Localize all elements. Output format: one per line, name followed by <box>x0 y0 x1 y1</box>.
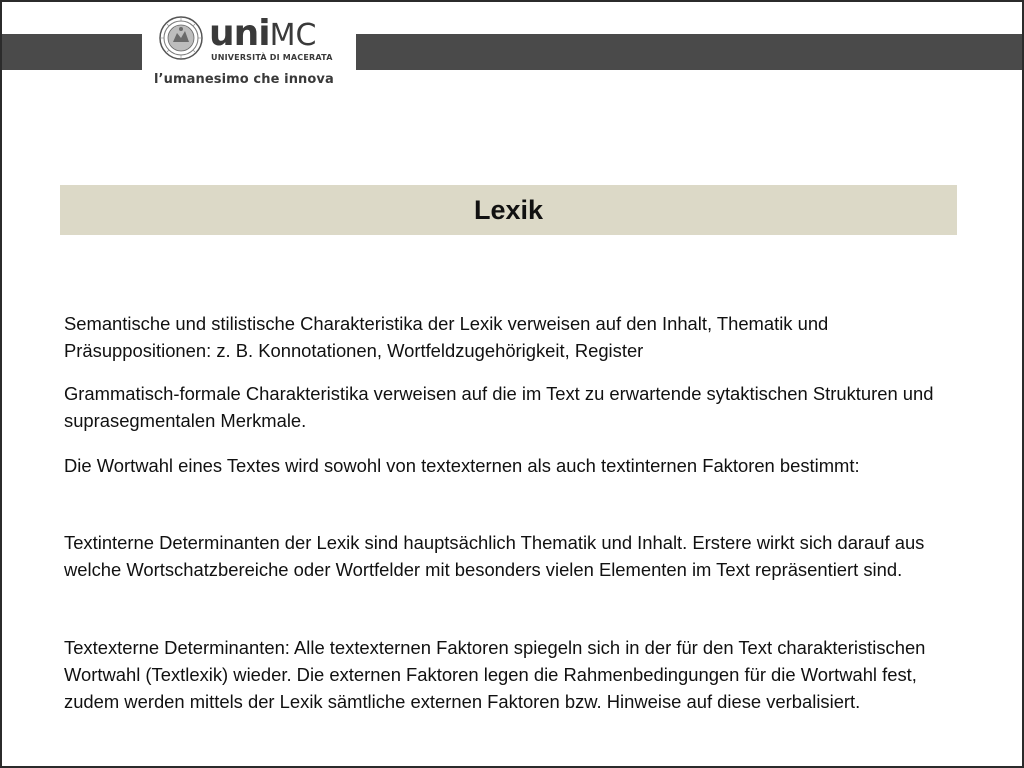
logo-wordmark <box>209 13 317 54</box>
slide-title: Lexik <box>473 194 544 225</box>
paragraph-3-block <box>64 452 959 479</box>
header-band-left <box>2 34 142 70</box>
logo-text-light: MC <box>269 18 317 53</box>
paragraph-grammatical: Grammatisch-formale Charakteristika verweisen auf die im Text zu erwartende sytaktischen Strukturen und suprasegmentalen Merkmale. <box>64 383 934 431</box>
logo-subtitle: UNIVERSITÀ DI MACERATA <box>211 53 333 62</box>
paragraph-2-block <box>64 380 959 434</box>
university-logo <box>147 10 352 72</box>
logo-text-bold: uni <box>209 13 270 54</box>
university-seal-icon <box>159 16 203 60</box>
paragraph-text-external: Textexterne Determinanten: Alle textexternen Faktoren spiegeln sich in der für den Text charakteristischen Wortwahl (Textlexik) wieder. Die externen Faktoren legen die Rahmenbedingungen für die Wortwahl fest, zudem werden mittels der Lexik sämtliche externen Faktoren bzw. Hinweise auf diese verbalisiert. <box>64 637 926 712</box>
tagline: l’umanesimo che innova <box>154 72 334 87</box>
paragraph-4-block <box>64 529 959 583</box>
paragraph-1-block <box>64 310 959 364</box>
title-bar <box>60 185 957 235</box>
paragraph-5-block <box>64 634 959 715</box>
header-band-right <box>356 34 1022 70</box>
paragraph-semantic: Semantische und stilistische Charakteristika der Lexik verweisen auf den Inhalt, Thematik und Präsuppositionen: z. B. Konnotationen, Wortfeldzugehörigkeit, Register <box>64 313 829 361</box>
paragraph-word-choice: Die Wortwahl eines Textes wird sowohl von textexternen als auch textinternen Faktoren bestimmt: <box>64 455 860 476</box>
paragraph-text-internal: Textinterne Determinanten der Lexik sind hauptsächlich Thematik und Inhalt. Erstere wirkt sich darauf aus welche Wortschatzbereiche oder Wortfelder mit besonders vielen Elementen im Text repräsentiert sind. <box>64 532 925 580</box>
